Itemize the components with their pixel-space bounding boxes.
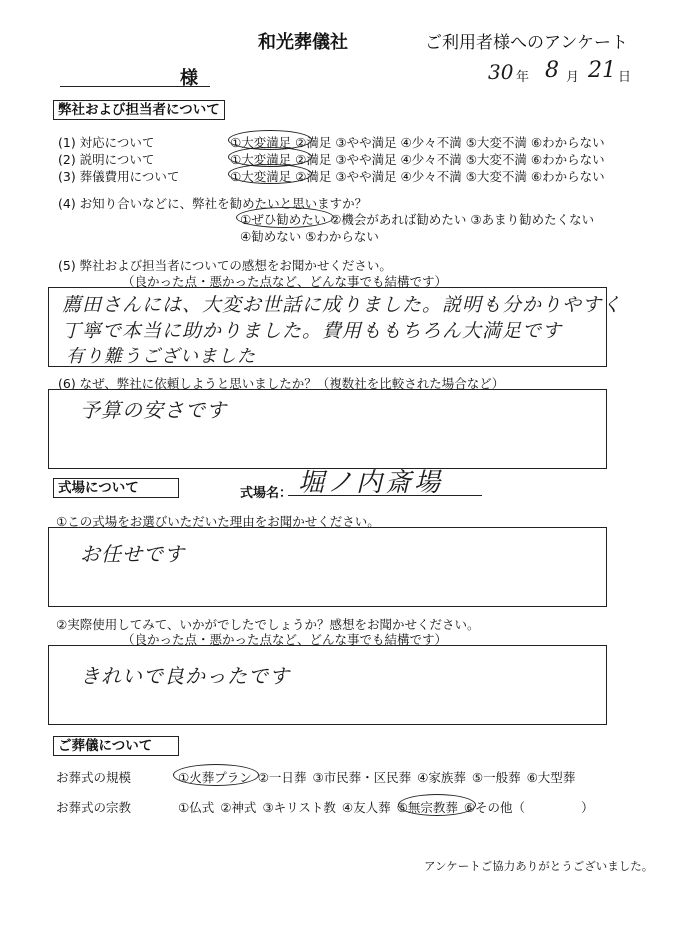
religion-option: ④友人葬 [341,800,391,815]
religion-option: ①仏式 [178,800,215,815]
day-label: 日 [618,70,632,85]
q5-label: (5) 弊社および担当者についての感想をお聞かせください。 [58,258,392,273]
survey-title: ご利用者様へのアンケート [425,33,628,53]
customer-name-line [60,86,210,87]
customer-honorific: 様 [180,68,198,89]
q3-options: ①大変満足 ②満足 ③やや満足 ④少々不満 ⑤大変不満 ⑥わからない [230,169,605,184]
q4-label: (4) お知り合いなどに、弊社を勧めたいと思いますか？ [58,196,368,211]
section-company-heading: 弊社および担当者について [53,100,225,120]
scale-option: ①火葬プラン [178,770,252,785]
religion-option-close: ） [581,800,594,815]
scale-option: ⑤一般葬 [471,770,521,785]
venue-q2-label: ②実際使用してみて、いかがでしたでしょうか？感想をお聞かせください。 [56,617,480,632]
q2-label: (2) 説明について [58,152,155,167]
venue-value: 堀ノ内斎場 [298,468,444,498]
q5-answer-line2: 丁寧で本当に助かりました。費用ももちろん大満足です [62,320,563,342]
section-funeral-heading: ご葬儀について [53,736,179,756]
company-name: 和光葬儀社 [258,32,348,53]
month-label: 月 [566,70,580,85]
q1-options: ①大変満足 ②満足 ③やや満足 ④少々不満 ⑤大変不満 ⑥わからない [230,135,605,150]
q4-options-line1: ①ぜひ勧めたい ②機会があれば勧めたい ③あまり勧めたくない [240,212,595,227]
scale-option: ⑥大型葬 [526,770,576,785]
date-day: 21 [588,58,616,83]
q5-sub: （良かった点・悪かった点など、どんな事でも結構です） [122,274,448,289]
q2-options: ①大変満足 ②満足 ③やや満足 ④少々不満 ⑤大変不満 ⑥わからない [230,152,605,167]
religion-option: ⑤無宗教葬 [396,800,458,815]
footer-thanks: アンケートご協力ありがとうございました。 [424,859,654,873]
q5-answer-line3: 有り難うございました [66,346,256,367]
q4-selected-circle [236,207,334,228]
scale-selected-circle [173,764,259,786]
venue-q2-sub: （良かった点・悪かった点など、どんな事でも結構です） [122,632,448,647]
religion-option: ②神式 [220,800,257,815]
date-month: 8 [545,58,559,83]
year-label: 年 [516,70,530,85]
scale-label: お葬式の規模 [56,770,132,785]
religion-options [178,798,594,816]
section-venue-heading: 式場について [53,478,179,498]
religion-label: お葬式の宗教 [56,800,132,815]
scale-option: ④家族葬 [417,770,466,785]
venue-label: 式場名： [240,486,293,501]
q5-answer-line1: 薦田さんには、大変お世話に成りました。説明も分かりやすく [62,294,623,316]
scale-option: ③市民葬・区民葬 [312,770,412,785]
q3-selected-circle [228,164,312,184]
venue-q1-answer: お任せです [80,542,185,566]
q3-label: (3) 葬儀費用について [58,169,180,184]
venue-q1-label: ①この式場をお選びいただいた理由をお聞かせください。 [56,514,380,529]
scale-option: ②一日葬 [257,770,307,785]
q6-label: (6) なぜ、弊社に依頼しようと思いましたか？（複数社を比較された場合など） [58,376,505,391]
religion-option: ⑥その他（ [463,800,526,815]
venue-q2-answer: きれいで良かったです [80,664,290,688]
q1-label: (1) 対応について [58,135,155,150]
religion-selected-circle [398,794,476,816]
q4-options-line2: ④勧めない ⑤わからない [240,229,379,244]
q6-answer: 予算の安さです [80,398,227,422]
religion-option: ③キリスト教 [262,800,336,815]
date-year: 30 [488,60,514,84]
